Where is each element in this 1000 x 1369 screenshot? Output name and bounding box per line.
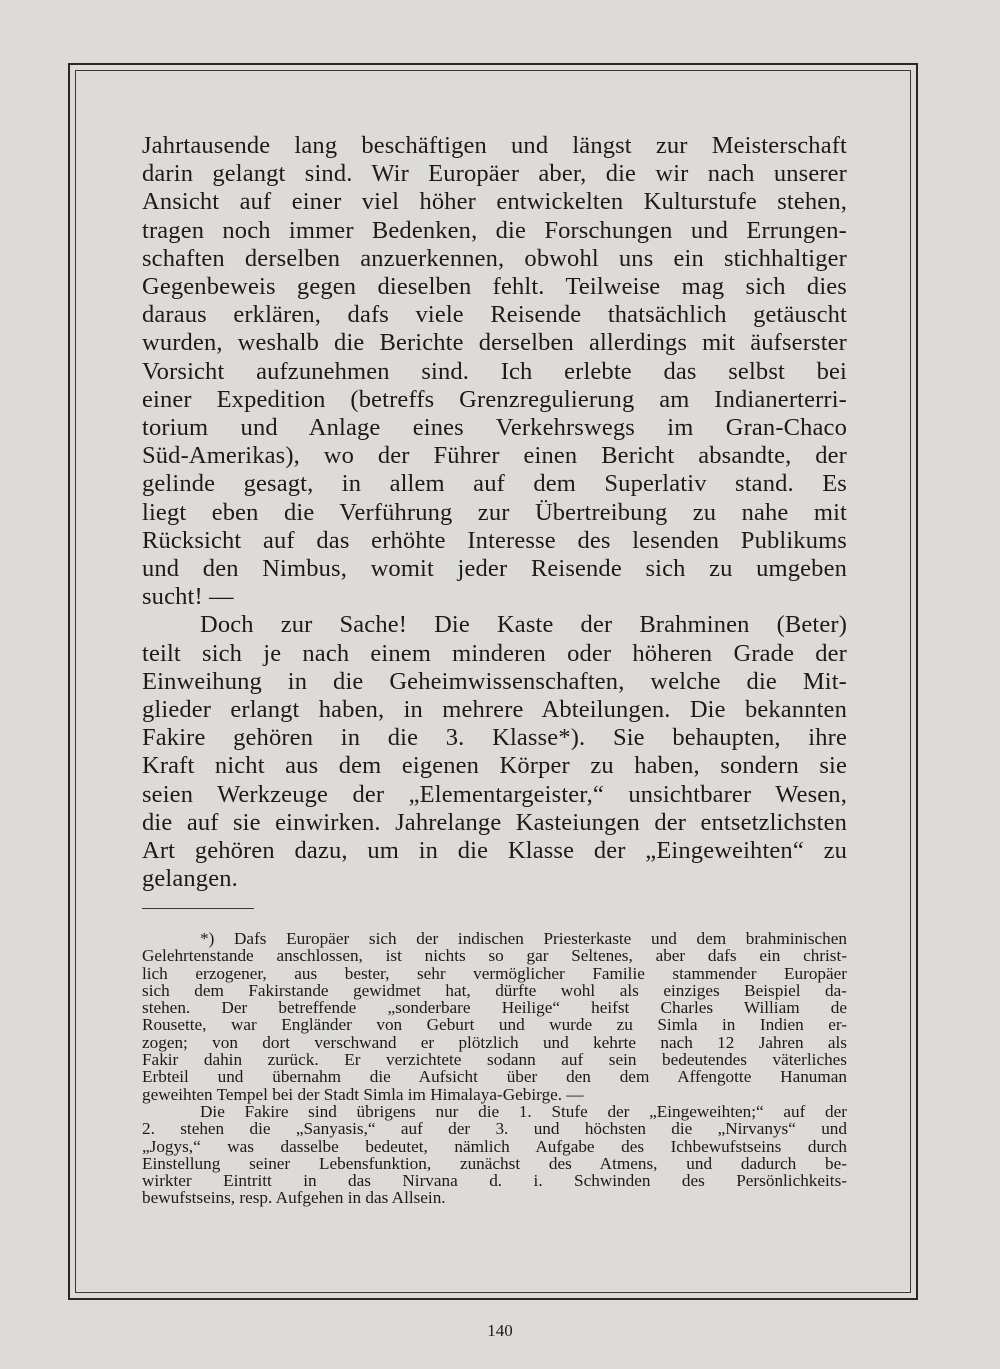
- footnote-line: wirkter Eintritt in das Nirvana d. i. Schwinden des Persönlichkeits-: [142, 1171, 847, 1191]
- footnote-line: 2. stehen die „Sanyasis,“ auf der 3. und höchsten die „Nirvanys“ und: [142, 1119, 847, 1139]
- text-line: seien Werkzeuge der „Elementargeister,“ unsichtbarer Wesen,: [142, 780, 847, 808]
- text-line: Ansicht auf einer viel höher entwickelten Kulturstufe stehen,: [142, 188, 847, 216]
- text-line: Doch zur Sache! Die Kaste der Brahminen (Beter): [200, 611, 847, 639]
- footnote-line: „Jogys,“ was dasselbe bedeutet, nämlich Aufgabe des Ichbewufstseins durch: [142, 1136, 847, 1156]
- text-line: daraus erklären, dafs viele Reisende thatsächlich getäuscht: [142, 301, 847, 329]
- text-line: Süd-Amerikas), wo der Führer einen Bericht absandte, der: [142, 442, 847, 470]
- text-line: sucht! —: [142, 583, 234, 611]
- footnote: [142, 930, 847, 1207]
- text-line: torium und Anlage eines Verkehrswegs im Gran-Chaco: [142, 414, 847, 442]
- footnote-line: zogen; von dort verschwand er plötzlich und kehrte nach 12 Jahren als: [142, 1032, 847, 1052]
- text-line: schaften derselben anzuerkennen, obwohl uns ein stichhaltiger: [142, 244, 847, 272]
- text-line: gelangen.: [142, 865, 238, 893]
- footnote-line: bewufstseins, resp. Aufgehen in das Allsein.: [142, 1188, 446, 1208]
- main-text: [142, 132, 847, 893]
- text-line: Vorsicht aufzunehmen sind. Ich erlebte das selbst bei: [142, 357, 847, 385]
- text-line: einer Expedition (betreffs Grenzregulierung am Indianerterri-: [142, 385, 847, 413]
- text-line: Fakire gehören in die 3. Klasse*). Sie behaupten, ihre: [142, 724, 847, 752]
- text-line: Gegenbeweis gegen dieselben fehlt. Teilweise mag sich dies: [142, 273, 847, 301]
- text-line: Kraft nicht aus dem eigenen Körper zu haben, sondern sie: [142, 752, 847, 780]
- footnote-line: Die Fakire sind übrigens nur die 1. Stufe der „Eingeweihten;“ auf der: [200, 1101, 847, 1121]
- text-line: die auf sie einwirken. Jahrelange Kasteiungen der entsetzlichsten: [142, 808, 847, 836]
- footnote-line: lich erzogener, aus bester, sehr vermöglicher Familie stammender Europäer: [142, 963, 847, 983]
- text-line: Jahrtausende lang beschäftigen und längst zur Meisterschaft: [142, 132, 847, 159]
- footnote-line: Einstellung seiner Lebensfunktion, zunächst des Atmens, und dadurch be-: [142, 1153, 847, 1173]
- footnote-line: stehen. Der betreffende „sonderbare Heilige“ heifst Charles William de: [142, 998, 847, 1018]
- text-line: tragen noch immer Bedenken, die Forschungen und Errungen-: [142, 216, 847, 244]
- footnote-line: Gelehrtenstande anschlossen, ist nichts so gar Seltenes, aber dafs ein christ-: [142, 946, 847, 966]
- page-number: 140: [487, 1321, 513, 1340]
- text-line: darin gelangt sind. Wir Europäer aber, die wir nach unserer: [142, 160, 847, 188]
- text-line: teilt sich je nach einem minderen oder höheren Grade der: [142, 639, 847, 667]
- footnote-line: geweihten Tempel bei der Stadt Simla im Himalaya-Gebirge. —: [142, 1084, 584, 1104]
- text-line: gelinde gesagt, in allem auf dem Superlativ stand. Es: [142, 470, 847, 498]
- footnote-line: Rousette, war Engländer von Geburt und wurde zu Simla in Indien er-: [142, 1015, 847, 1035]
- footnote-line: Erbteil und übernahm die Aufsicht über den dem Affengotte Hanuman: [142, 1067, 847, 1087]
- text-line: wurden, weshalb die Berichte derselben allerdings mit äufserster: [142, 329, 847, 357]
- footnote-line: sich dem Fakirstande gewidmet hat, dürfte wohl als einziges Beispiel da-: [142, 980, 847, 1000]
- footnote-line: *) Dafs Europäer sich der indischen Priesterkaste und dem brahminischen: [200, 929, 847, 948]
- text-line: und den Nimbus, womit jeder Reisende sich zu umgeben: [142, 555, 847, 583]
- text-line: Einweihung in die Geheimwissenschaften, welche die Mit-: [142, 667, 847, 695]
- footnote-line: Fakir dahin zurück. Er verzichtete sodann auf sein bedeutendes väterliches: [142, 1050, 847, 1070]
- footnote-separator: [142, 908, 254, 909]
- text-line: liegt eben die Verführung zur Übertreibung zu nahe mit: [142, 498, 847, 526]
- text-line: Rücksicht auf das erhöhte Interesse des lesenden Publikums: [142, 526, 847, 554]
- text-line: glieder erlangt haben, in mehrere Abteilungen. Die bekannten: [142, 696, 847, 724]
- text-line: Art gehören dazu, um in die Klasse der „Eingeweihten“ zu: [142, 837, 847, 865]
